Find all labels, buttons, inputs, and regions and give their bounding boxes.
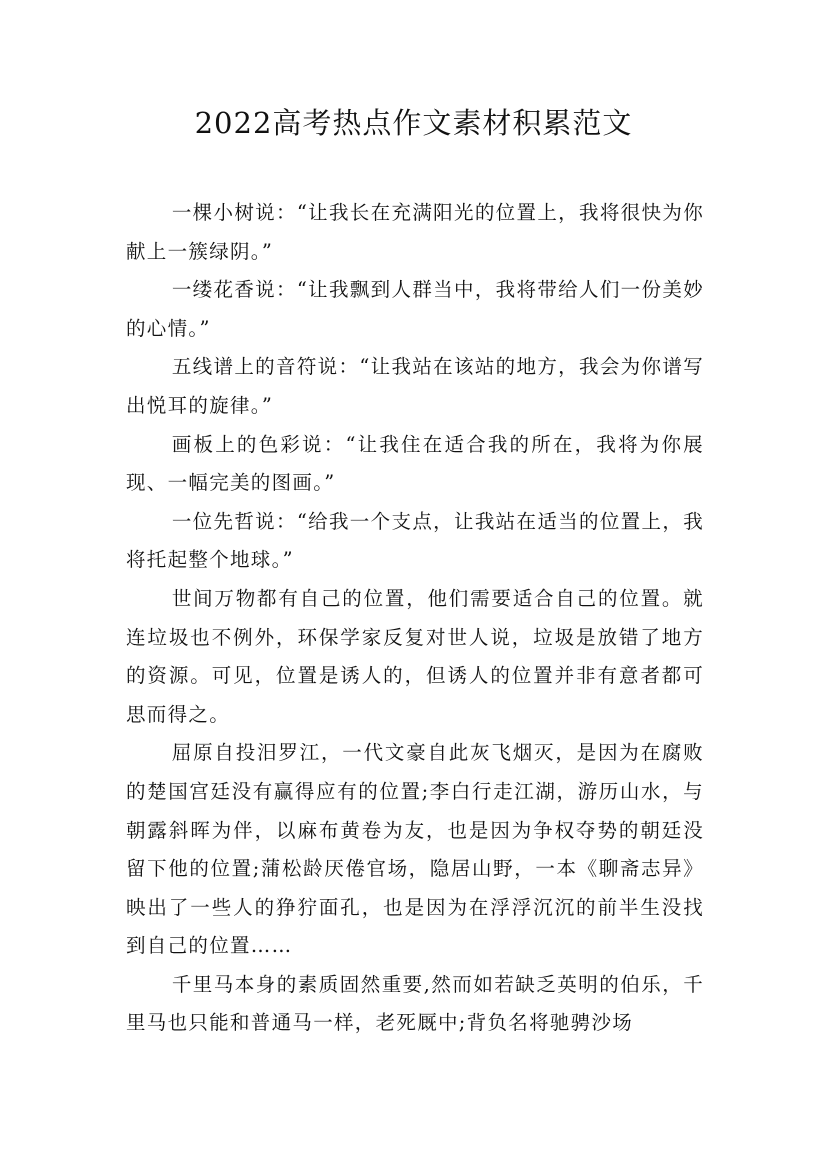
document-title: 2022高考热点作文素材积累范文	[194, 106, 633, 140]
paragraph: 屈原自投汨罗江，一代文豪自此灰飞烟灭，是因为在腐败的楚国宫廷没有赢得应有的位置;李白行走江湖，游历山水，与朝露斜晖为伴，以麻布黄卷为友，也是因为争权夺势的朝廷没留下他的位置;蒲松龄厌倦官场，隐居山野，一本《聊斋志异》映出了一些人的狰狞面孔，也是因为在浮浮沉沉的前半生没找到自己的位置……	[126, 741, 704, 958]
paragraph: 一缕花香说：“让我飘到人群当中，我将带给人们一份美妙的心情。”	[126, 278, 704, 340]
paragraph: 五线谱上的音符说：“让我站在该站的地方，我会为你谱写出悦耳的旋律。”	[126, 355, 704, 417]
paragraph: 一位先哲说：“给我一个支点，让我站在适当的位置上，我将托起整个地球。”	[126, 509, 704, 572]
paragraph: 画板上的色彩说：“让我住在适合我的所在，我将为你展现、一幅完美的图画。”	[126, 432, 704, 495]
paragraph: 千里马本身的素质固然重要,然而如若缺乏英明的伯乐，千里马也只能和普通马一样，老死厩中;背负名将驰骋沙场	[126, 972, 704, 1035]
paragraph: 一棵小树说：“让我长在充满阳光的位置上，我将很快为你献上一簇绿阴。”	[126, 201, 704, 263]
paragraph: 世间万物都有自己的位置，他们需要适合自己的位置。就连垃圾也不例外，环保学家反复对世人说，垃圾是放错了地方的资源。可见，位置是诱人的，但诱人的位置并非有意者都可思而得之。	[126, 586, 704, 726]
document-body	[126, 194, 704, 1043]
